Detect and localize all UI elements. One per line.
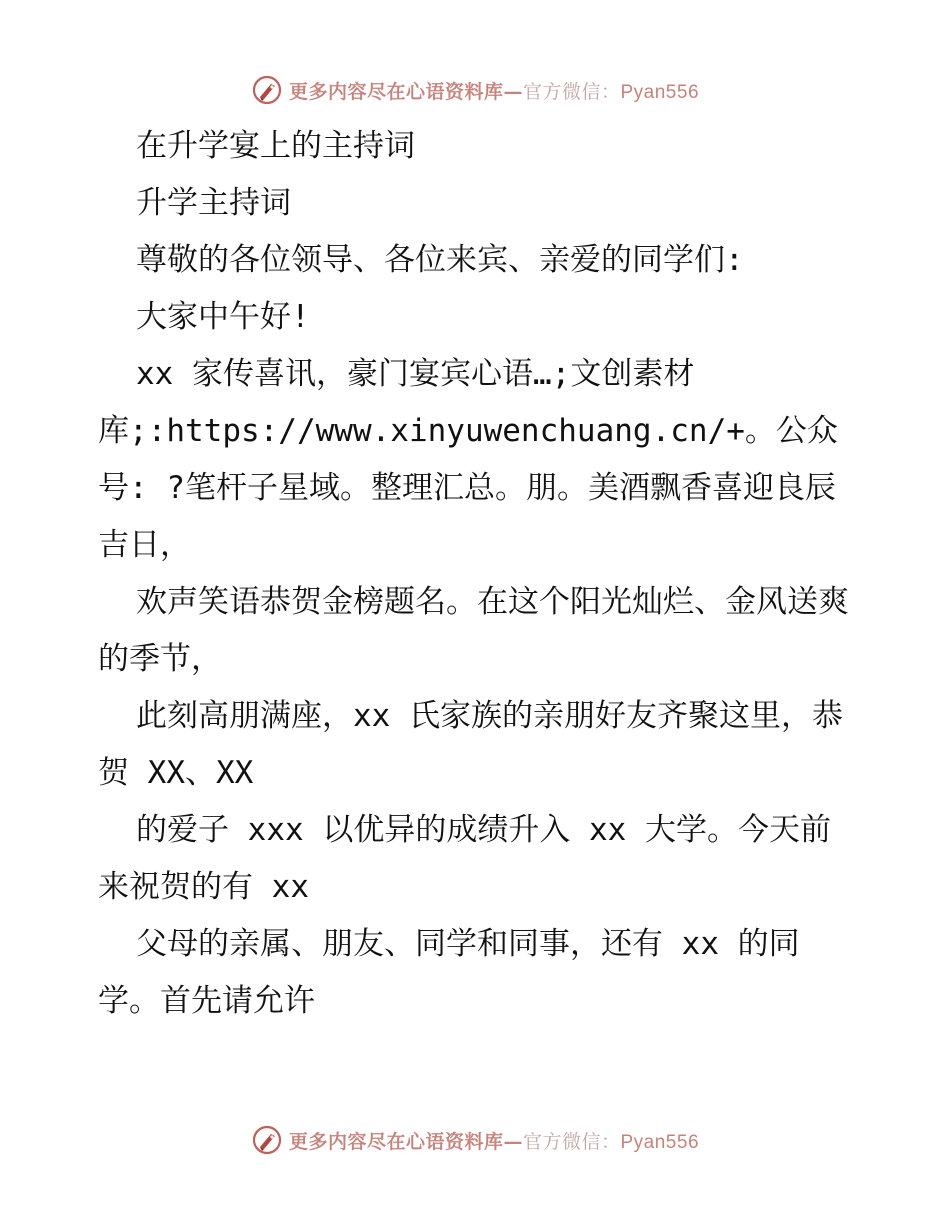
body-paragraph: xx 家传喜讯，豪门宴宾心语…;文创素材库;:https://www.xinyuwenchuang.cn/+。公众号: ?笔杆子星域。整理汇总。朋。美酒飘香喜迎良辰吉日， bbox=[98, 356, 838, 563]
body-paragraph: 父母的亲属、朋友、同学和同事，还有 xx 的同学。首先请允许 bbox=[98, 926, 800, 1019]
salutation-line: 尊敬的各位领导、各位来宾、亲爱的同学们: bbox=[136, 242, 744, 278]
header-banner-text bbox=[289, 77, 699, 104]
document-body bbox=[98, 118, 858, 1030]
banner-brand: 更多内容尽在心语资料库 bbox=[288, 80, 504, 103]
banner-dash: — bbox=[503, 80, 523, 103]
subtitle-line: 升学主持词 bbox=[136, 185, 291, 221]
title-line: 在升学宴上的主持词 bbox=[136, 128, 415, 164]
pen-nib-logo-icon bbox=[251, 74, 283, 106]
banner-dash: — bbox=[503, 1130, 523, 1153]
banner-brand: 更多内容尽在心语资料库 bbox=[288, 1130, 504, 1153]
greeting-line: 大家中午好! bbox=[136, 299, 310, 335]
header-banner-inner bbox=[251, 74, 699, 106]
banner-handle: Pyan556 bbox=[620, 81, 700, 103]
banner-wechat-label: 官方微信： bbox=[522, 80, 621, 103]
footer-banner bbox=[0, 1120, 950, 1160]
footer-banner-text bbox=[289, 1127, 699, 1154]
header-banner bbox=[0, 70, 950, 110]
banner-wechat-label: 官方微信： bbox=[522, 1130, 621, 1153]
body-paragraph: 欢声笑语恭贺金榜题名。在这个阳光灿烂、金风送爽的季节， bbox=[98, 584, 849, 677]
body-paragraph: 的爱子 xxx 以优异的成绩升入 xx 大学。今天前来祝贺的有 xx bbox=[98, 812, 831, 905]
pen-nib-logo-icon bbox=[251, 1124, 283, 1156]
banner-handle: Pyan556 bbox=[620, 1131, 700, 1153]
body-paragraph: 此刻高朋满座，xx 氏家族的亲朋好友齐聚这里，恭贺 XX、XX bbox=[98, 698, 843, 791]
footer-banner-inner bbox=[251, 1124, 699, 1156]
